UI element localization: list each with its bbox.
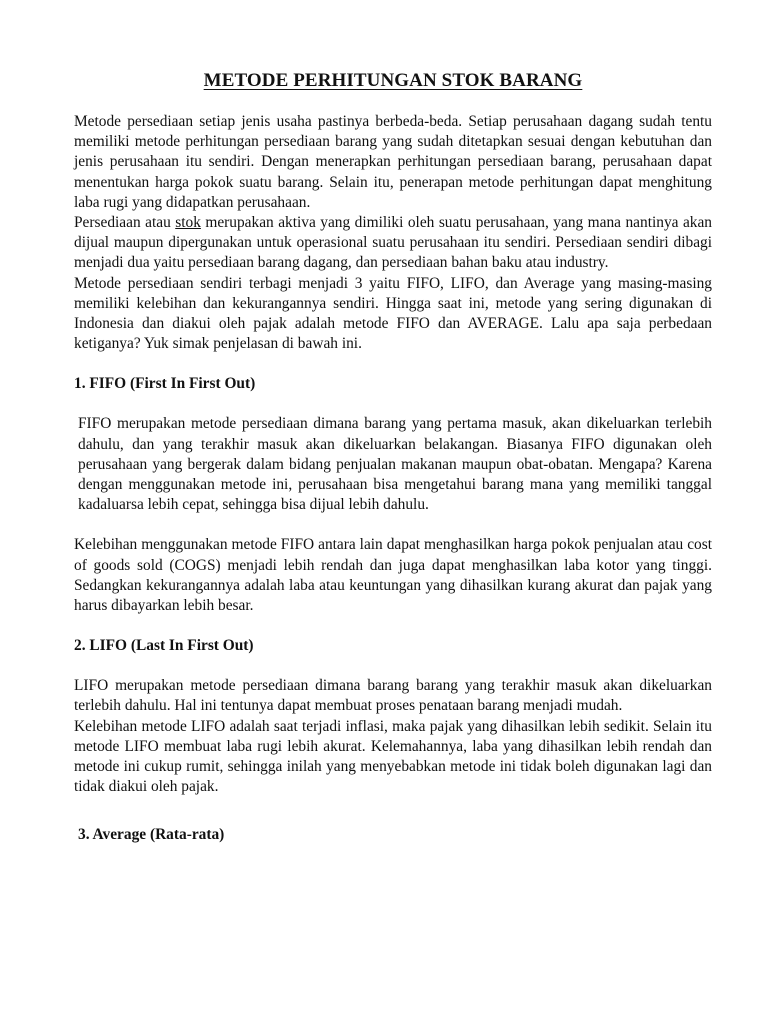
intro-paragraph-2 <box>74 213 712 274</box>
document-title: METODE PERHITUNGAN STOK BARANG <box>203 70 583 91</box>
intro-paragraph-3: Metode persediaan sendiri terbagi menjadi 3 yaitu FIFO, LIFO, dan Average yang masing-masing memiliki kelebihan dan kekurangannya sendiri. Hingga saat ini, metode yang sering digunakan di Indonesia dan diakui oleh pajak adalah metode FIFO dan AVERAGE. Lalu apa saja perbedaan ketiganya? Yuk simak penjelasan di bawah ini. <box>74 274 712 353</box>
intro-paragraph-2-end: merupakan aktiva yang dimiliki oleh suatu perusahaan, yang mana nantinya akan dijual maupun dipergunakan untuk operasional suatu perusahaan itu sendiri. Persediaan sendiri dibagi menjadi dua yaitu persediaan barang dagang, dan persediaan bahan baku atau industry. <box>74 214 712 272</box>
section-heading-fifo: 1. FIFO (First In First Out) <box>74 375 256 393</box>
document-page <box>74 68 712 845</box>
section-heading-lifo: 2. LIFO (Last In First Out) <box>74 637 254 655</box>
spacer <box>74 797 712 825</box>
spacer <box>74 656 712 676</box>
intro-paragraph-1: Metode persediaan setiap jenis usaha pastinya berbeda-beda. Setiap perusahaan dagang sudah tentu memiliki metode perhitungan persediaan barang yang sudah ditetapkan sesuai dengan kebutuhan dan jenis perusahaan itu sendiri. Dengan menerapkan perhitungan persediaan barang, perusahaan dapat menentukan harga pokok suatu barang. Selain itu, penerapan metode perhitungan dapat menghitung laba rugi yang didapatkan perusahaan. <box>74 113 712 211</box>
spacer <box>74 394 712 414</box>
section-heading-average: 3. Average (Rata-rata) <box>78 826 225 844</box>
fifo-paragraph-1: FIFO merupakan metode persediaan dimana barang yang pertama masuk, akan dikeluarkan terlebih dahulu, dan yang terakhir masuk akan dikeluarkan belakangan. Biasanya FIFO digunakan oleh perusahaan yang bergerak dalam bidang penjualan makanan maupun obat-obatan. Mengapa? Karena dengan menggunakan metode ini, perusahaan bisa mengetahui barang mana yang memiliki tanggal kadaluarsa lebih cepat, sehingga bisa dijual lebih dahulu. <box>78 415 712 514</box>
stok-link[interactable]: stok <box>175 214 201 232</box>
intro-paragraph-2-start: Persediaan atau <box>74 214 176 232</box>
lifo-paragraph-1: LIFO merupakan metode persediaan dimana barang barang yang terakhir masuk akan dikeluarkan terlebih dahulu. Hal ini tentunya dapat membuat proses penataan barang menjadi mudah. <box>74 677 712 715</box>
spacer <box>74 515 712 535</box>
spacer <box>74 616 712 636</box>
spacer <box>74 354 712 374</box>
lifo-paragraph-2: Kelebihan metode LIFO adalah saat terjadi inflasi, maka pajak yang dihasilkan lebih sedikit. Selain itu metode LIFO membuat laba rugi lebih akurat. Kelemahannya, laba yang dihasilkan lebih rendah dan metode ini cukup rumit, sehingga inilah yang menyebabkan metode ini tidak boleh digunakan lagi dan tidak diakui oleh pajak. <box>74 717 712 796</box>
fifo-paragraph-2: Kelebihan menggunakan metode FIFO antara lain dapat menghasilkan harga pokok penjualan atau cost of goods sold (COGS) menjadi lebih rendah dan juga dapat menghasilkan laba kotor yang tinggi. Sedangkan kekurangannya adalah laba atau keuntungan yang dihasilkan kurang akurat dan pajak yang harus dibayarkan lebih besar. <box>74 536 712 615</box>
